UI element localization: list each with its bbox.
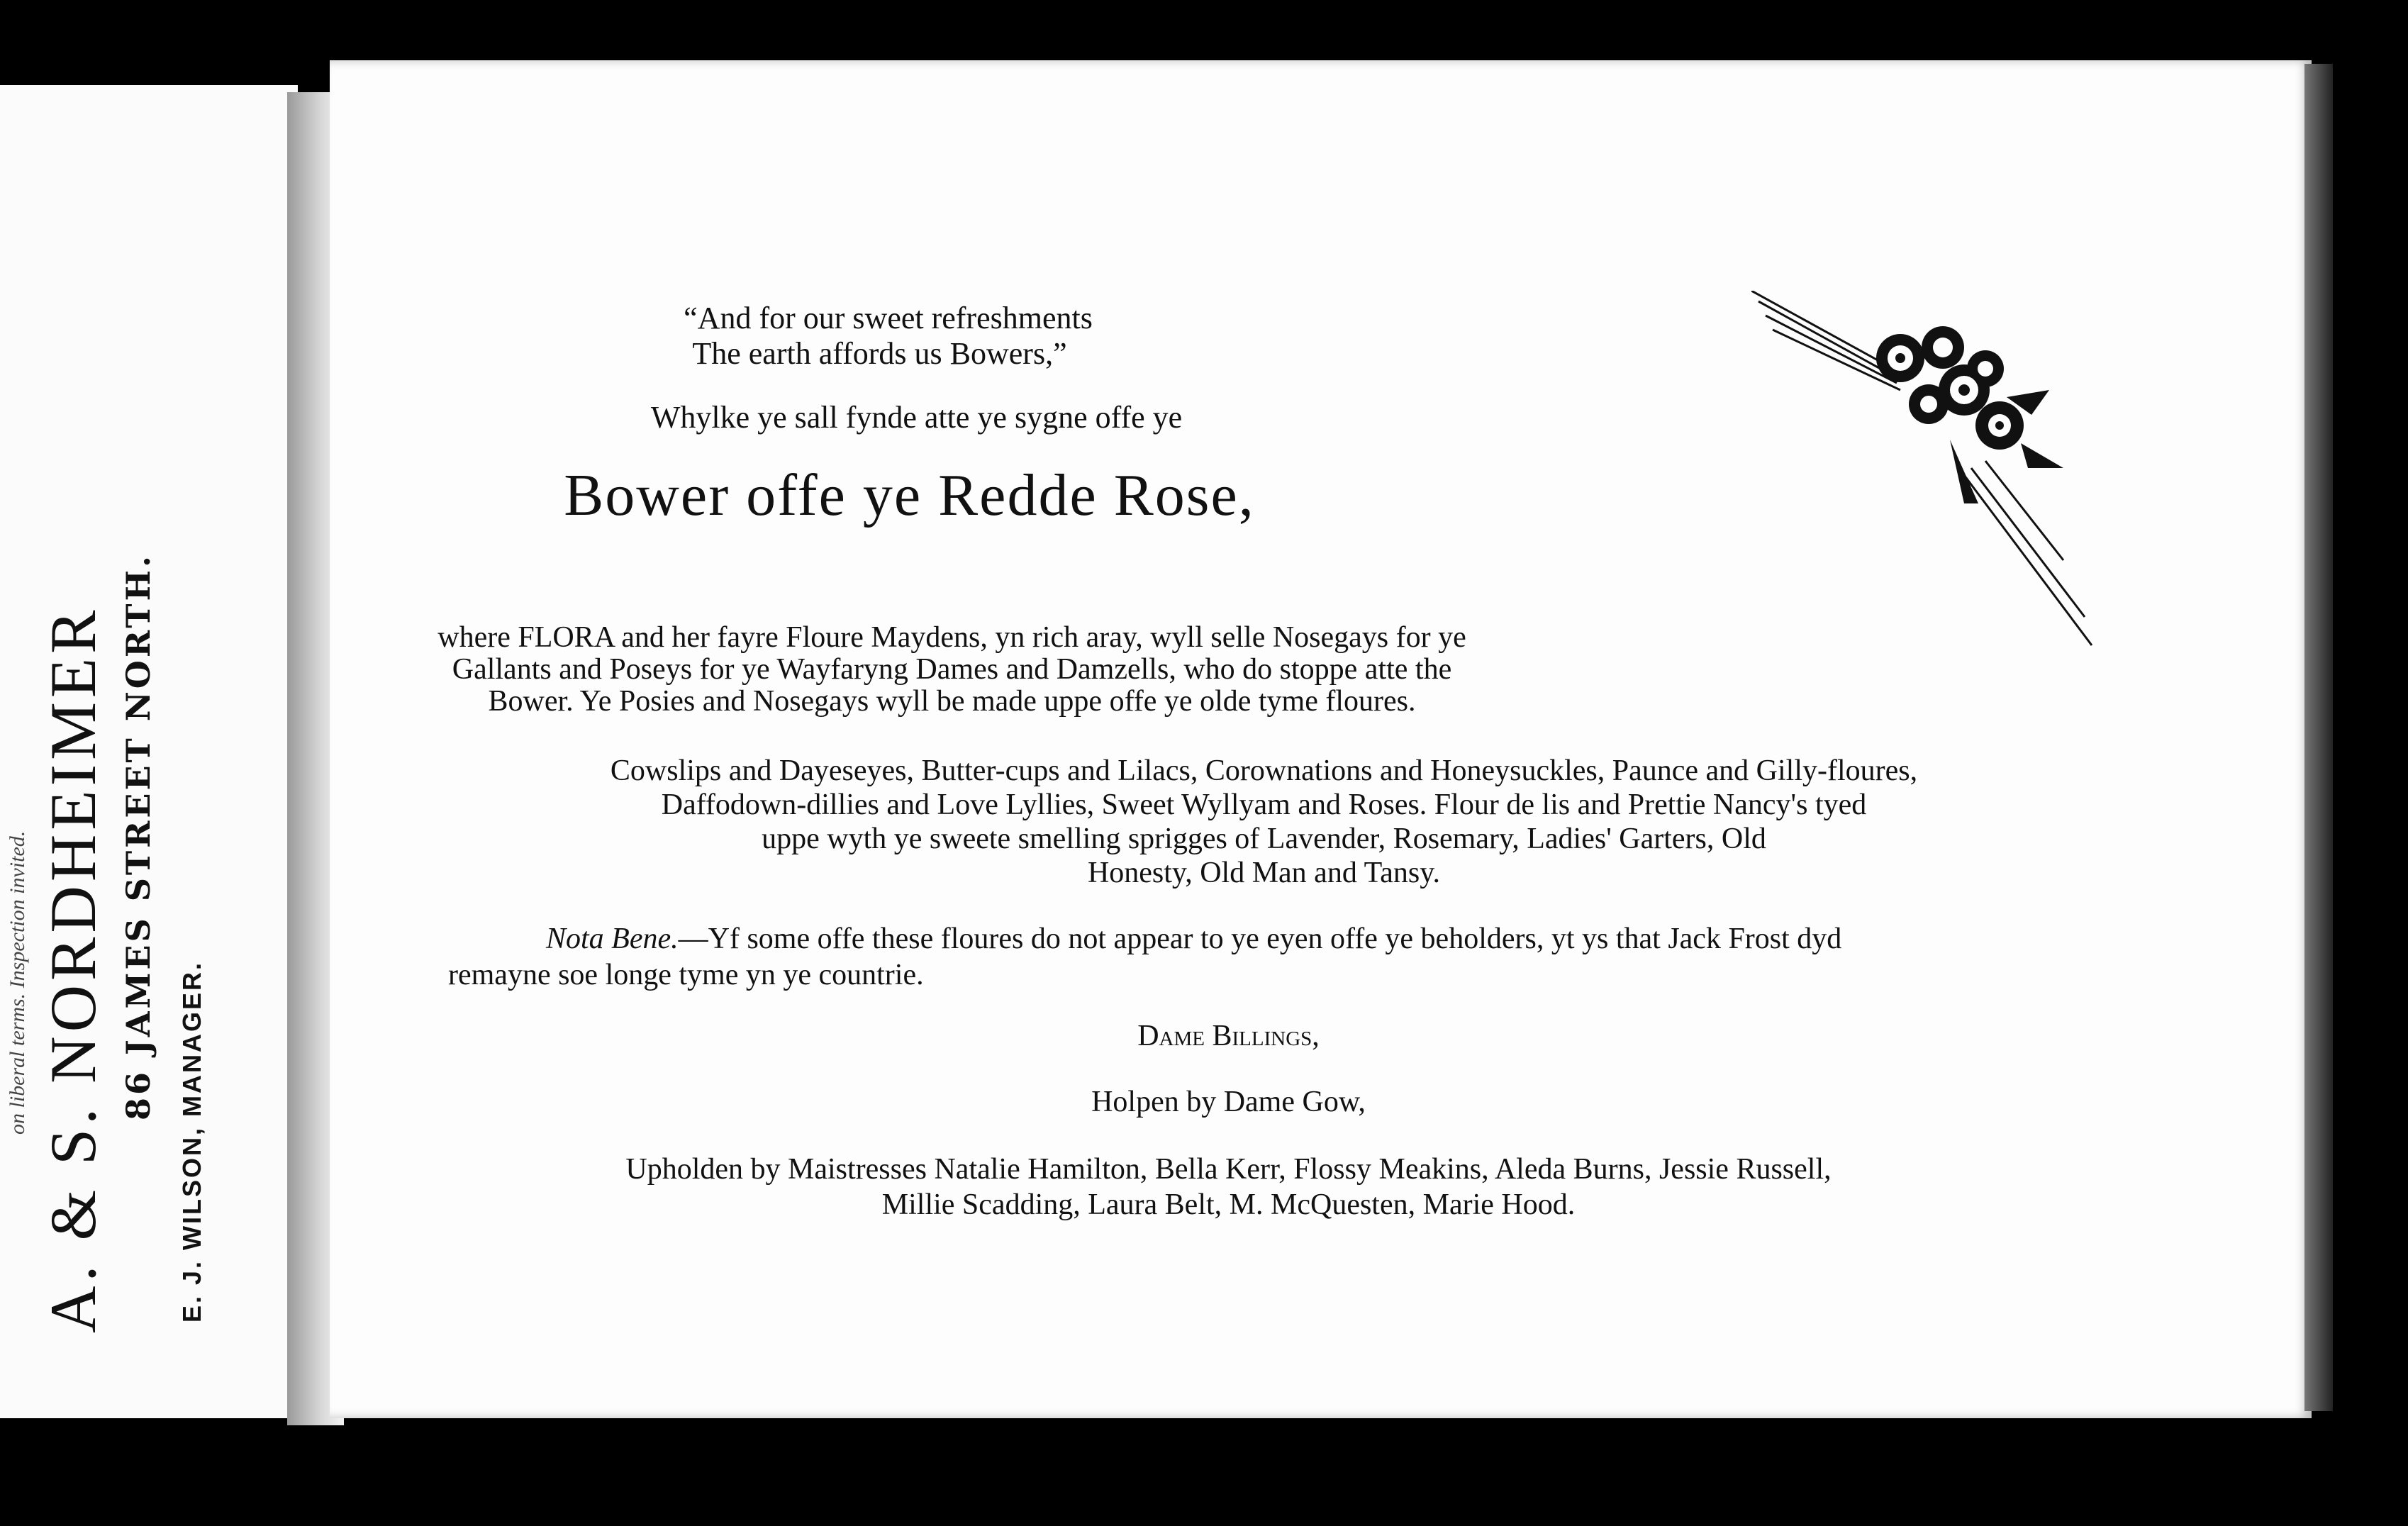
page-title: Bower offe ye Redde Rose, xyxy=(564,462,1255,528)
para1-line-1: where FLORA and her fayre Floure Maydens, yn rich aray, wyll selle Nosegays for ye xyxy=(437,621,1466,654)
para2-line-2: Daffodown-dillies and Love Lyllies, Sweet Wyllyam and Roses. Flour de lis and Prettie Nancy's tyed xyxy=(661,789,1867,821)
holpen-line: Holpen by Dame Gow, xyxy=(1091,1086,1366,1118)
para1-line-2: Gallants and Poseys for ye Wayfaryng Dames and Damzells, who do stoppe atte the xyxy=(452,653,1452,686)
upholden-line-2: Millie Scadding, Laura Belt, M. McQuesten, Marie Hood. xyxy=(881,1188,1576,1221)
nota-bene-line-1 xyxy=(546,922,1841,956)
para2-line-4: Honesty, Old Man and Tansy. xyxy=(1087,857,1441,889)
advert-firm-name: A. & S. NORDHEIMER xyxy=(37,606,109,1333)
advert-address: 86 JAMES STREET NORTH. xyxy=(119,553,157,1120)
intro-line: Whylke ye sall fynde atte ye sygne offe ye xyxy=(650,400,1183,435)
nota-bene-label: Nota Bene. xyxy=(546,923,679,955)
signature-name: Dame Billings, xyxy=(1137,1020,1320,1052)
para1-line-3: Bower. Ye Posies and Nosegays wyll be made uppe offe ye olde tyme floures. xyxy=(488,685,1416,718)
quote-line-2: The earth affords us Bowers,” xyxy=(692,336,1067,371)
upholden-line-1: Upholden by Maistresses Natalie Hamilton, Bella Kerr, Flossy Meakins, Aleda Burns, Jessie Russell, xyxy=(625,1153,1832,1186)
main-page xyxy=(330,60,2312,1418)
quote-line-1: “And for our sweet refreshments xyxy=(684,301,1093,335)
advert-manager: E. J. WILSON, MANAGER. xyxy=(177,960,206,1322)
para2-line-3: uppe wyth ye sweete smelling sprigges of Lavender, Rosemary, Ladies' Garters, Old xyxy=(762,823,1766,855)
para2-line-1: Cowslips and Dayeseyes, Butter-cups and Lilacs, Corownations and Honeysuckles, Paunce and Gilly-floures, xyxy=(610,754,1918,787)
nota-bene-line-2: remayne soe longe tyme yn ye countrie. xyxy=(448,959,924,991)
rose-bouquet-illustration xyxy=(1751,291,2120,659)
page-edge-shadow xyxy=(2304,64,2333,1411)
nota-bene-text: —Yf some offe these floures do not appear to ye eyen offe ye beholders, yt ys that Jack Frost dyd xyxy=(678,923,1842,955)
advert-top-fragment: on liberal terms. Inspection invited. xyxy=(6,830,29,1135)
